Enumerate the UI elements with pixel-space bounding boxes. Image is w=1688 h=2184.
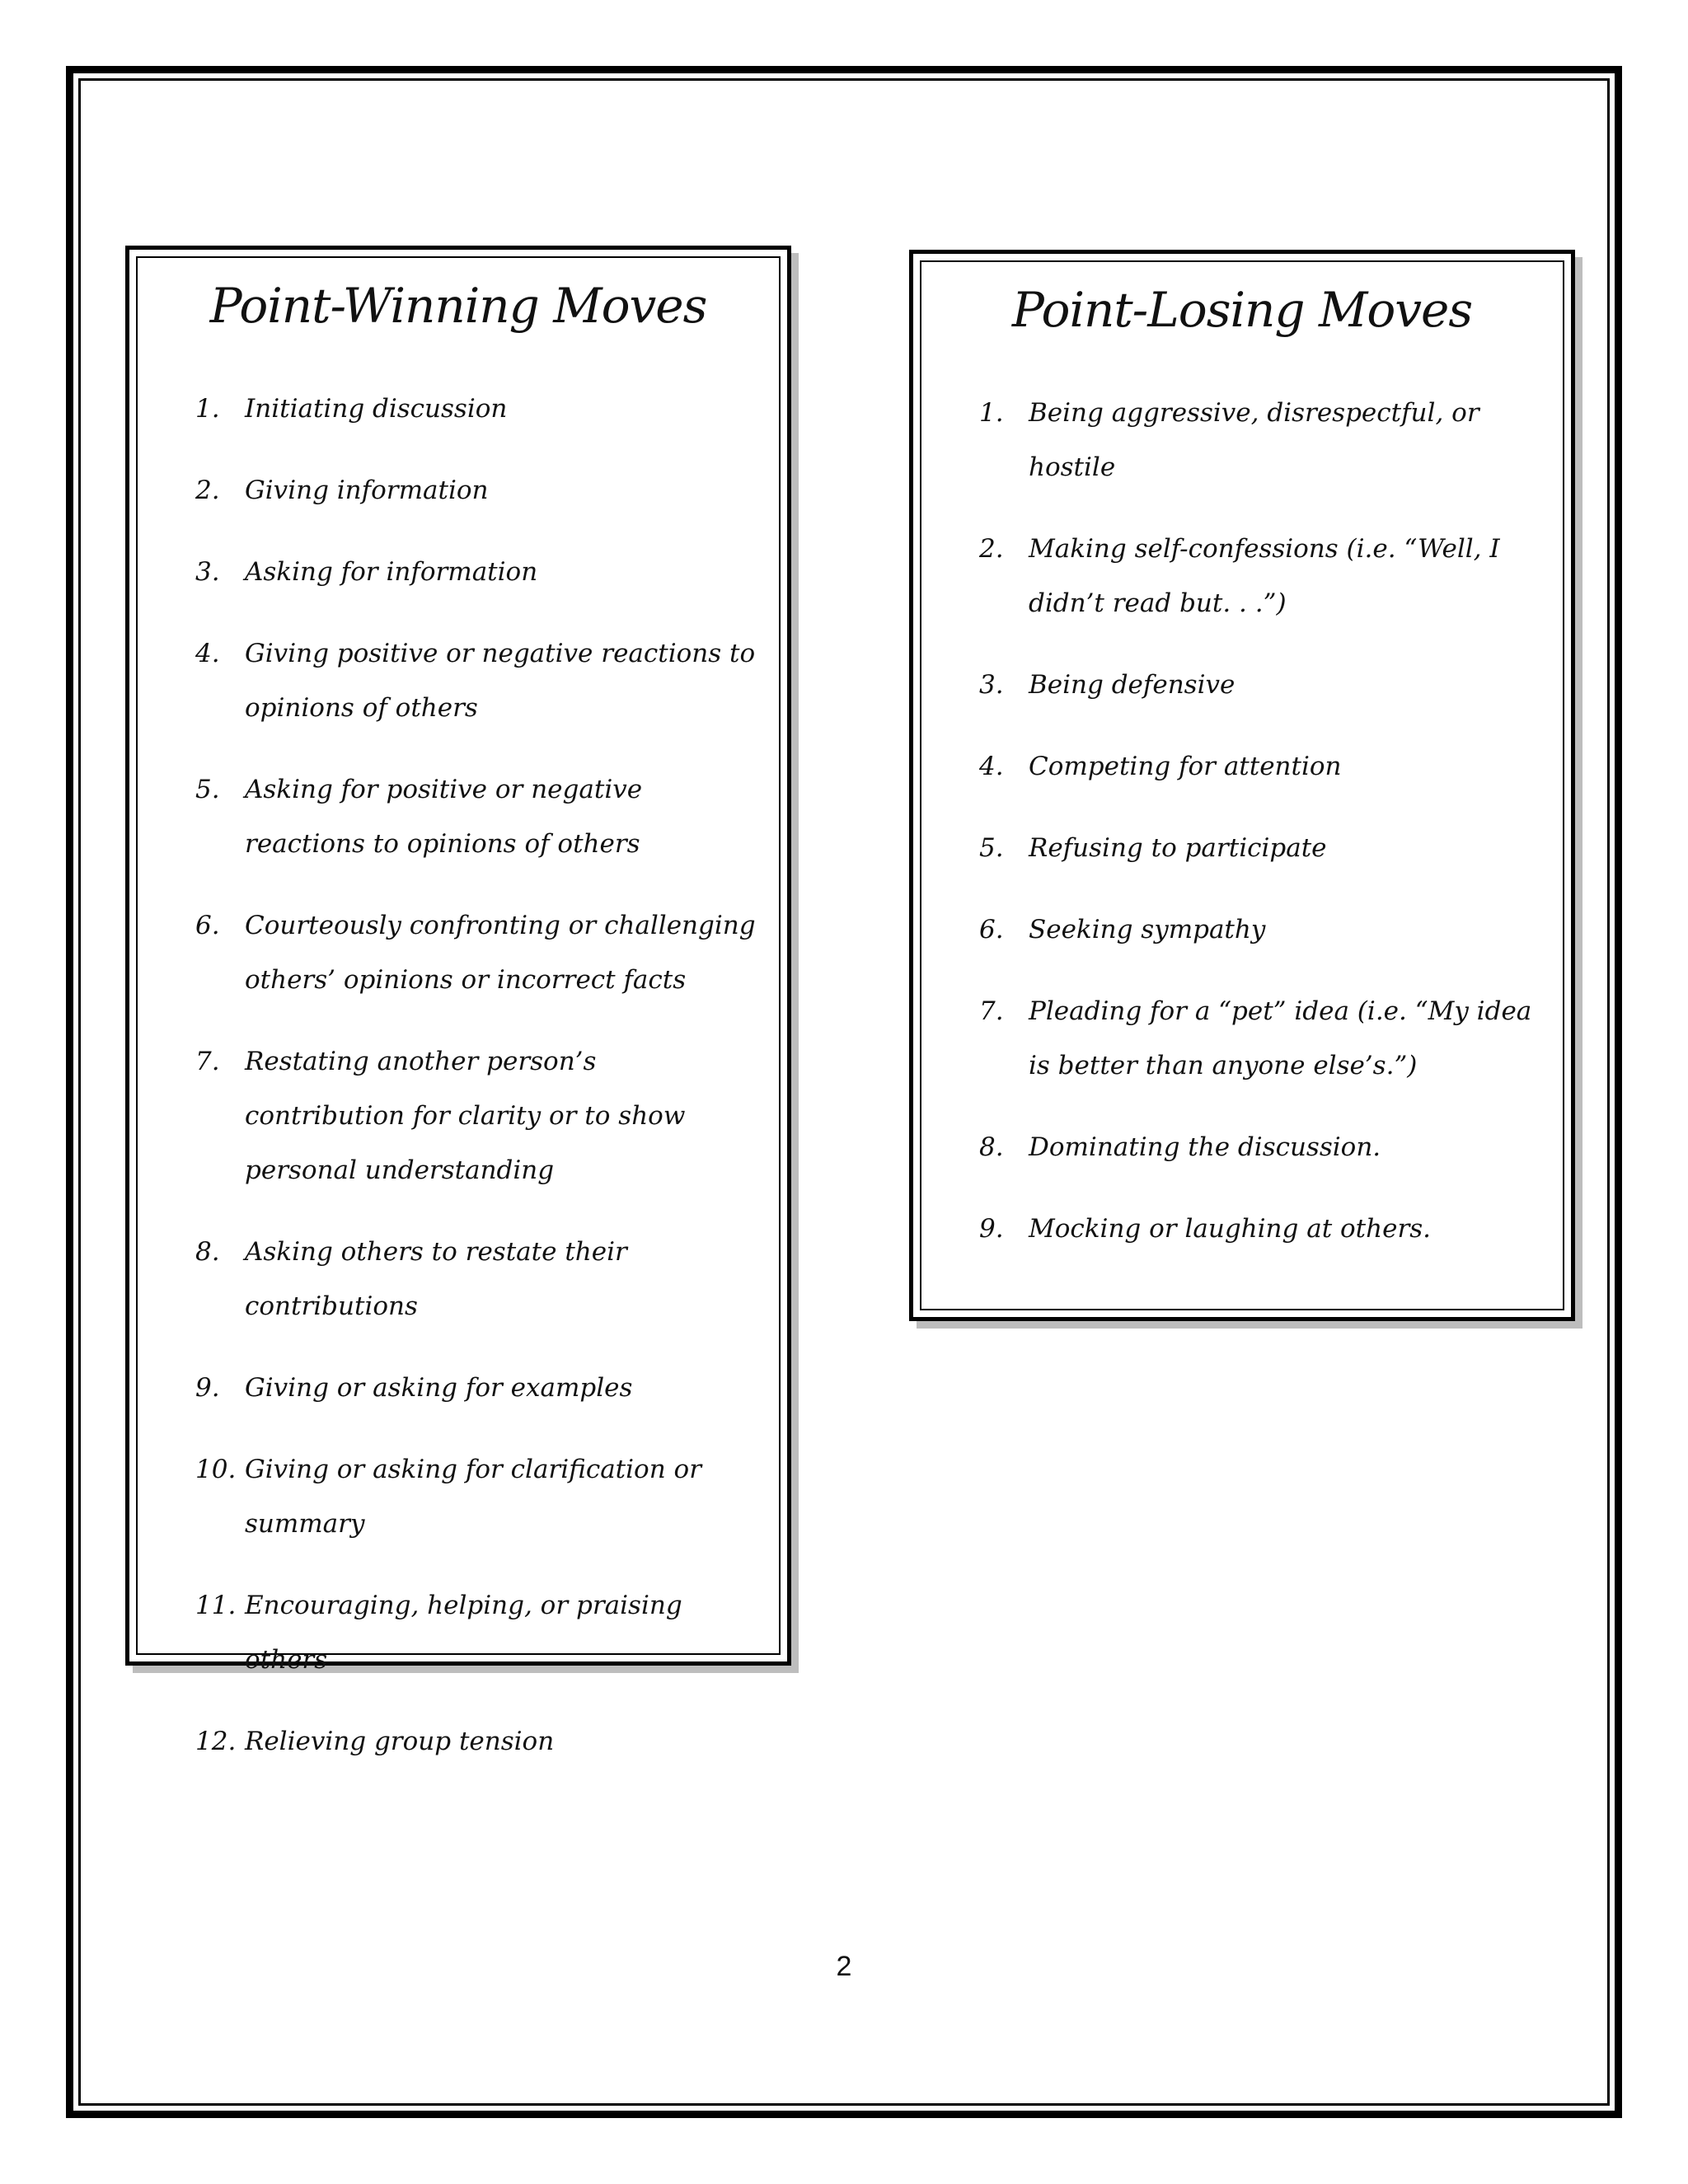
point-losing-box: [909, 250, 1575, 1321]
list-item-number: 11.: [195, 1591, 237, 1620]
list-item: [195, 626, 762, 735]
list-item-number: 7.: [195, 1047, 220, 1076]
list-item-text: Restating another person’s contribution for clarity or to show personal understanding: [245, 1047, 686, 1185]
list-item-text: Giving or asking for clarification or summary: [245, 1455, 702, 1539]
list-item: [195, 463, 762, 518]
list-item-number: 5.: [979, 833, 1004, 863]
list-item-number: 10.: [195, 1455, 237, 1484]
list-item-number: 6.: [195, 911, 220, 940]
list-item-text: Asking for information: [245, 557, 538, 587]
list-item-text: Mocking or laughing at others.: [1029, 1214, 1432, 1244]
list-item-text: Asking others to restate their contributions: [245, 1237, 627, 1321]
list-item-text: Giving information: [245, 476, 489, 505]
list-item-number: 3.: [195, 557, 220, 587]
list-item: [979, 902, 1546, 957]
list-item-number: 2.: [195, 476, 220, 505]
list-item: [979, 386, 1546, 494]
list-item: [195, 1034, 762, 1197]
list-item: [195, 1225, 762, 1333]
point-losing-title: Point-Losing Moves: [1011, 282, 1473, 338]
list-item-text: Seeking sympathy: [1029, 915, 1266, 944]
list-item-text: Initiating discussion: [245, 394, 508, 424]
list-item-number: 1.: [979, 398, 1004, 428]
list-item-number: 2.: [979, 534, 1004, 564]
list-item-number: 8.: [195, 1237, 220, 1267]
list-item-number: 3.: [979, 670, 1004, 700]
list-item-text: Giving or asking for examples: [245, 1373, 633, 1403]
list-item-text: Giving positive or negative reactions to opinions of others: [245, 639, 756, 723]
point-winning-title: Point-Winning Moves: [209, 278, 707, 334]
list-item-text: Pleading for a “pet” idea (i.e. “My idea is better than anyone else’s.”): [1029, 996, 1532, 1080]
list-item: [979, 522, 1546, 630]
list-item-text: Refusing to participate: [1029, 833, 1327, 863]
list-item-text: Encouraging, helping, or praising others: [245, 1591, 682, 1675]
list-item-text: Being aggressive, disrespectful, or hostile: [1029, 398, 1479, 482]
point-winning-list: [195, 382, 762, 1796]
list-item-text: Courteously confronting or challenging others’ opinions or incorrect facts: [245, 911, 756, 995]
list-item: [979, 821, 1546, 875]
list-item: [979, 1202, 1546, 1256]
list-item: [195, 898, 762, 1007]
list-item: [195, 382, 762, 436]
list-item: [195, 762, 762, 871]
list-item: [195, 545, 762, 599]
list-item: [979, 739, 1546, 794]
list-item-number: 9.: [979, 1214, 1004, 1244]
list-item-text: Making self-confessions (i.e. “Well, I didn’t read but. . .”): [1029, 534, 1500, 618]
list-item: [979, 658, 1546, 712]
list-item-number: 4.: [195, 639, 220, 668]
list-item: [979, 1120, 1546, 1174]
point-winning-box: [125, 246, 791, 1756]
point-losing-list: [979, 386, 1546, 1283]
list-item-text: Asking for positive or negative reactions to opinions of others: [245, 775, 643, 859]
list-item-number: 1.: [195, 394, 220, 424]
list-item-number: 6.: [979, 915, 1004, 944]
list-item-number: 7.: [979, 996, 1004, 1026]
page-number: 2: [836, 1951, 852, 1982]
list-item-number: 4.: [979, 752, 1004, 781]
list-item: [979, 984, 1546, 1093]
list-item-number: 12.: [195, 1727, 237, 1756]
list-item-text: Dominating the discussion.: [1029, 1132, 1381, 1162]
list-item: [195, 1714, 762, 1769]
list-item-text: Being defensive: [1029, 670, 1236, 700]
list-item-number: 8.: [979, 1132, 1004, 1162]
list-item-number: 5.: [195, 775, 220, 804]
list-item: [195, 1442, 762, 1551]
list-item-text: Relieving group tension: [245, 1727, 555, 1756]
list-item-number: 9.: [195, 1373, 220, 1403]
list-item: [195, 1361, 762, 1415]
list-item-text: Competing for attention: [1029, 752, 1342, 781]
list-item: [195, 1578, 762, 1687]
